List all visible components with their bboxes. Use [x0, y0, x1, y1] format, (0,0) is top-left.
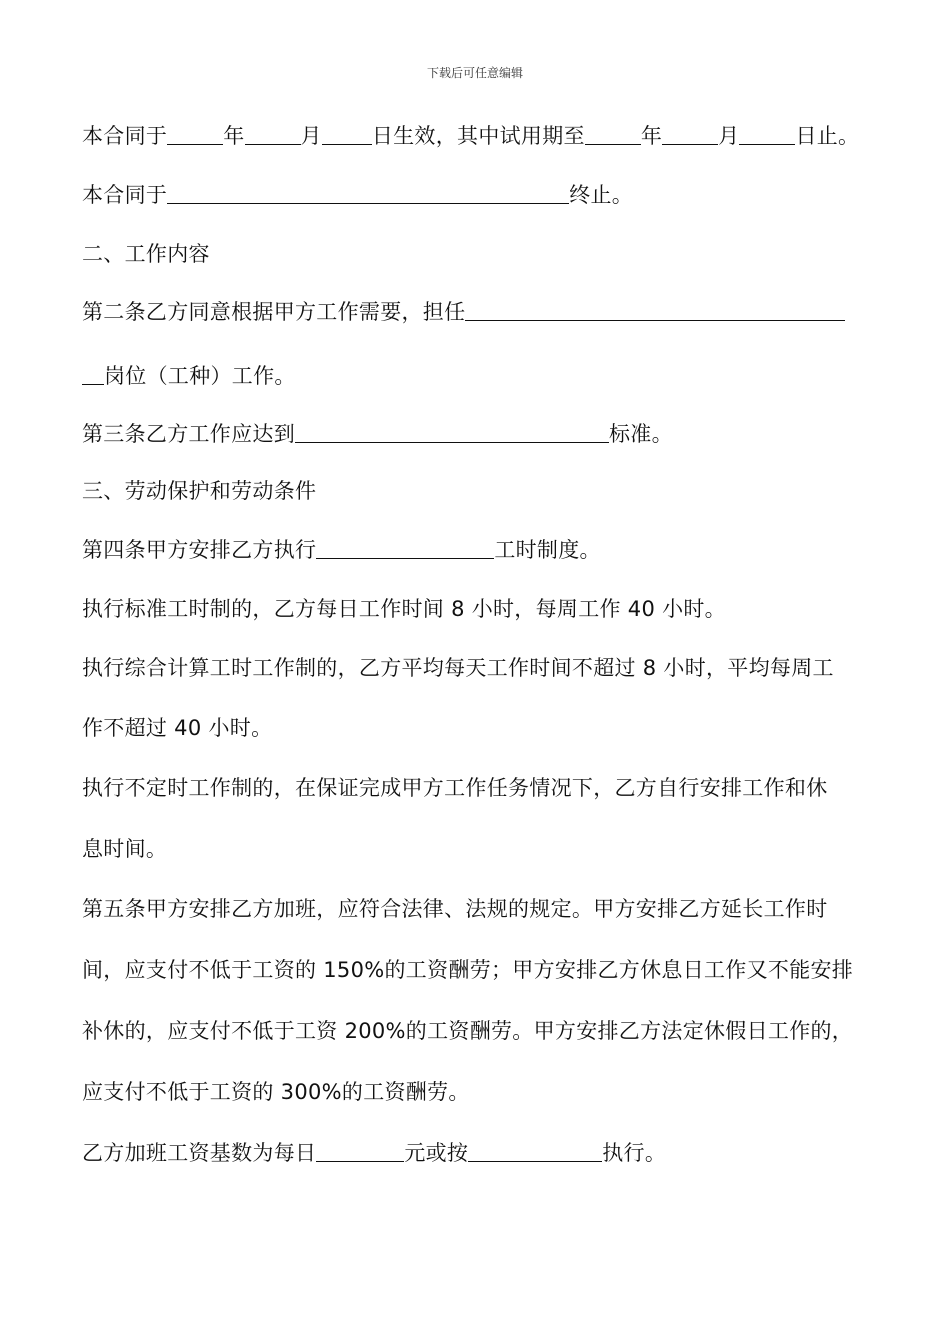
paragraph-line: 执行标准工时制的，乙方每日工作时间 8 小时，每周工作 40 小时。 — [82, 597, 726, 621]
article-three-line — [82, 420, 673, 448]
text-segment: 第三条乙方工作应达到 — [82, 422, 295, 446]
blank-field[interactable] — [585, 126, 641, 145]
section-heading: 三、劳动保护和劳动条件 — [82, 479, 317, 503]
text-segment: 月 — [718, 124, 740, 148]
paragraph-line: 应支付不低于工资的 300%的工资酬劳。 — [82, 1080, 470, 1104]
paragraph-line: 补休的，应支付不低于工资 200%的工资酬劳。甲方安排乙方法定休假日工作的， — [82, 1019, 854, 1043]
blank-field[interactable] — [167, 126, 223, 145]
article-two-line — [82, 298, 845, 326]
blank-field[interactable] — [468, 1143, 602, 1162]
section-heading: 二、工作内容 — [82, 242, 210, 266]
text-segment: 岗位（工种）工作。 — [104, 364, 296, 388]
text-segment: 元或按 — [404, 1141, 469, 1165]
text-segment: 执行。 — [602, 1141, 667, 1165]
paragraph-line: 执行不定时工作制的，在保证完成甲方工作任务情况下，乙方自行安排工作和休 — [82, 776, 828, 800]
blank-field[interactable] — [316, 1143, 404, 1162]
text-segment: 月 — [300, 124, 322, 148]
overtime-base-line — [82, 1139, 666, 1167]
text-segment: 终止。 — [569, 183, 634, 207]
effective-date-line — [82, 122, 859, 150]
paragraph-line: 间，应支付不低于工资的 150%的工资酬劳；甲方安排乙方休息日工作又不能安排 — [82, 958, 854, 982]
blank-field[interactable] — [322, 126, 372, 145]
termination-line — [82, 181, 633, 209]
blank-field[interactable] — [739, 126, 795, 145]
article-two-cont-line — [82, 362, 296, 390]
paragraph-line: 息时间。 — [82, 837, 168, 861]
text-segment: 工时制度。 — [494, 538, 601, 562]
text-segment: 年 — [223, 124, 245, 148]
paragraph-line: 作不超过 40 小时。 — [82, 716, 273, 740]
blank-field[interactable] — [245, 126, 301, 145]
paragraph-line: 第五条甲方安排乙方加班，应符合法律、法规的规定。甲方安排乙方延长工作时 — [82, 897, 828, 921]
text-segment: 日止。 — [795, 124, 860, 148]
blank-field[interactable] — [82, 366, 104, 385]
text-segment: 日生效，其中试用期至 — [371, 124, 585, 148]
page-header: 下载后可任意编辑 — [426, 66, 523, 80]
paragraph-line: 执行综合计算工时工作制的，乙方平均每天工作时间不超过 8 小时，平均每周工 — [82, 656, 834, 680]
text-segment: 乙方加班工资基数为每日 — [82, 1141, 317, 1165]
text-segment: 第四条甲方安排乙方执行 — [82, 538, 317, 562]
blank-field[interactable] — [295, 424, 609, 443]
blank-field[interactable] — [167, 185, 569, 204]
blank-field[interactable] — [465, 302, 845, 321]
blank-field[interactable] — [662, 126, 718, 145]
text-segment: 第二条乙方同意根据甲方工作需要，担任 — [82, 300, 466, 324]
text-segment: 本合同于 — [82, 183, 168, 207]
text-segment: 本合同于 — [82, 124, 168, 148]
article-four-line — [82, 536, 601, 564]
text-segment: 年 — [640, 124, 663, 148]
text-segment: 标准。 — [609, 422, 673, 446]
blank-field[interactable] — [316, 540, 494, 559]
